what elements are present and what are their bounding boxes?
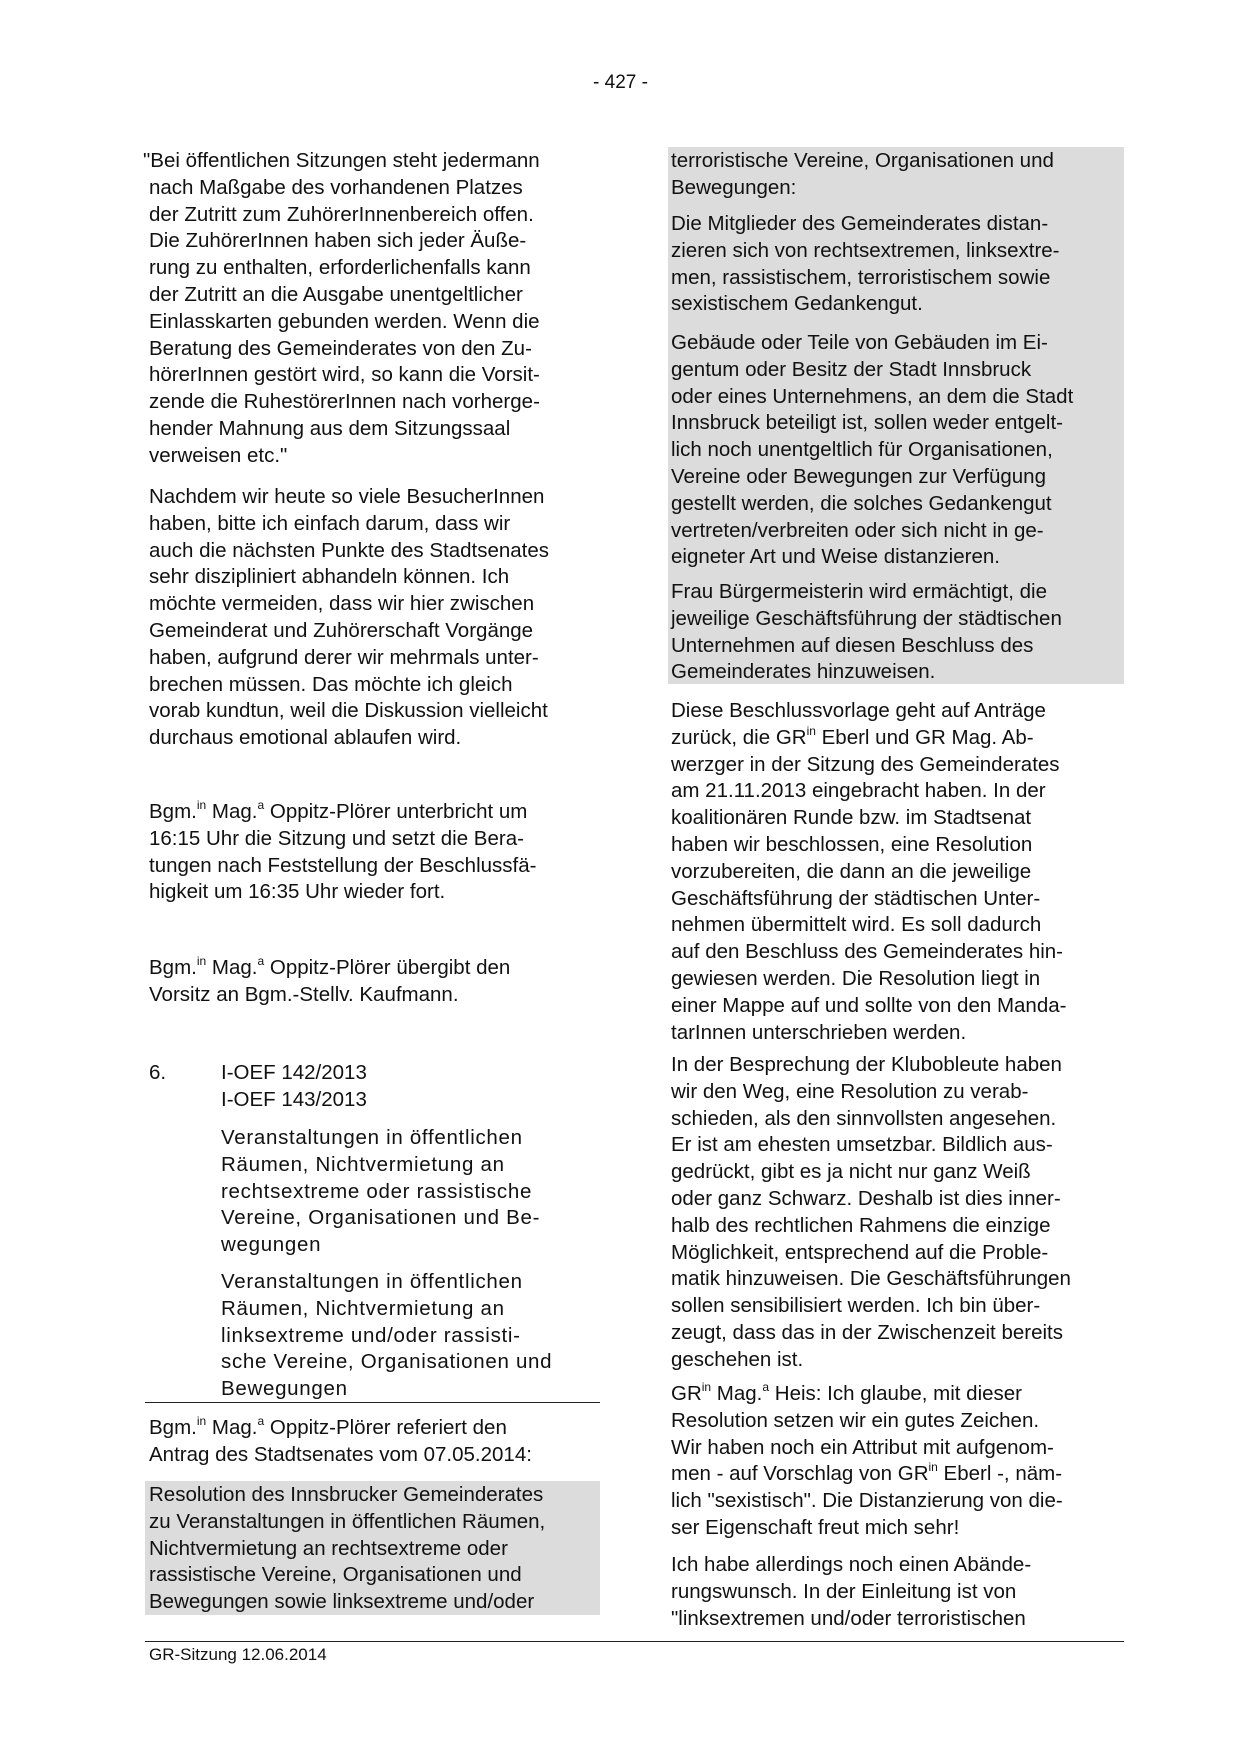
text-segment: Mag.: [206, 800, 258, 823]
superscript: a: [257, 798, 265, 812]
text-line: [671, 725, 1066, 752]
text-line: Vorsitz an Bgm.-Stellv. Kaufmann.: [149, 982, 459, 1006]
text-line: vorab kundtun, weil die Diskussion vielleicht: [149, 699, 548, 723]
text-line: Einlasskarten gebunden werden. Wenn die: [149, 309, 540, 333]
footer-divider: [145, 1641, 1124, 1642]
text-line: Frau Bürgermeisterin wird ermächtigt, die: [671, 580, 1047, 603]
text-line: zu Veranstaltungen in öffentlichen Räumen,: [149, 1509, 546, 1533]
text-line: am 21.11.2013 eingebracht haben. In der: [671, 779, 1046, 803]
text-line: In der Besprechung der Klubobleute haben: [671, 1053, 1062, 1076]
text-line: rungswunsch. In der Einleitung ist von: [671, 1579, 1017, 1603]
text-line: brechen müssen. Das möchte ich gleich: [149, 672, 513, 696]
text-line: zieren sich von rechtsextremen, linksextre-: [671, 238, 1060, 262]
text-segment: Oppitz-Plörer referiert den: [264, 1416, 507, 1439]
text-line: hender Mahnung aus dem Sitzungssaal: [149, 416, 511, 440]
text-line: Räumen, Nichtvermietung an: [221, 1152, 505, 1176]
text-line: zende die RuhestörerInnen nach vorherge-: [149, 390, 540, 414]
text-line: 16:15 Uhr die Sitzung und setzt die Bera-: [149, 826, 524, 850]
superscript: a: [257, 954, 265, 968]
text-segment: Bgm.: [149, 956, 197, 979]
footer-session-date: GR-Sitzung 12.06.2014: [149, 1645, 327, 1664]
paragraph-visitors: [149, 484, 549, 752]
text-line: Möglichkeit, entsprechend auf die Proble-: [671, 1240, 1049, 1264]
text-line: Nachdem wir heute so viele BesucherInnen: [149, 485, 545, 508]
text-line: auch die nächsten Punkte des Stadtsenates: [149, 538, 550, 562]
text-segment: Mag.: [711, 1382, 763, 1405]
text-line: Wir haben noch ein Attribut mit aufgenom-: [671, 1435, 1054, 1459]
text-segment: Bgm.: [149, 800, 197, 823]
text-line: wegungen: [221, 1233, 322, 1257]
text-line: [671, 1381, 1063, 1408]
text-line: Gemeinderat und Zuhörerschaft Vorgänge: [149, 618, 534, 642]
text-segment: Eberl und GR Mag. Ab-: [815, 725, 1034, 749]
text-line: gedrückt, gibt es ja nicht nur ganz Weiß: [671, 1160, 1031, 1184]
text-segment: Eberl -, näm-: [937, 1462, 1063, 1486]
superscript: in: [196, 954, 207, 968]
text-line: gentum oder Besitz der Stadt Innsbruck: [671, 357, 1032, 381]
superscript: in: [701, 1380, 712, 1394]
text-line: lich "sexistisch". Die Distanzierung von die-: [671, 1489, 1063, 1513]
item-references: [221, 1060, 367, 1114]
text-line: higkeit um 16:35 Uhr wieder fort.: [149, 880, 446, 904]
text-segment: Oppitz-Plörer übergibt den: [264, 956, 511, 979]
text-line: [149, 799, 536, 826]
text-line: gewiesen werden. Die Resolution liegt in: [671, 966, 1041, 990]
text-line: nach Maßgabe des vorhandenen Platzes: [149, 175, 523, 199]
text-line: I-OEF 143/2013: [221, 1087, 367, 1111]
text-line: Gebäude oder Teile von Gebäuden im Ei-: [671, 331, 1048, 354]
text-line: [671, 1461, 1063, 1488]
text-line: Diese Beschlussvorlage geht auf Anträge: [671, 699, 1046, 722]
paragraph-club-leaders: [671, 1052, 1071, 1374]
text-line: zeugt, dass das in der Zwischenzeit bereits: [671, 1320, 1063, 1344]
text-line: lich noch unentgeltlich für Organisationen,: [671, 438, 1053, 462]
text-line: Bewegungen sowie linksextreme und/oder: [149, 1590, 535, 1614]
text-line: halb des rechtlichen Rahmens die einzige: [671, 1213, 1051, 1237]
text-line: werzger in der Sitzung des Gemeinderates: [671, 752, 1060, 776]
text-line: eigneter Art und Weise distanzieren.: [671, 545, 1000, 569]
text-line: Beratung des Gemeinderates von den Zu-: [149, 336, 532, 360]
text-line: einer Mappe auf und sollte von den Manda-: [671, 993, 1067, 1017]
text-line: geschehen ist.: [671, 1347, 804, 1371]
text-line: linksextreme und/oder rassisti-: [221, 1323, 521, 1347]
text-line: auf den Beschluss des Gemeinderates hin-: [671, 940, 1064, 964]
text-line: der Zutritt zum ZuhörerInnenbereich offen.: [149, 202, 534, 226]
text-line: tarInnen unterschrieben werden.: [671, 1020, 967, 1044]
text-line: Ich habe allerdings noch einen Abände-: [671, 1553, 1032, 1576]
text-line: matik hinzuweisen. Die Geschäftsführungen: [671, 1267, 1071, 1291]
text-line: ser Eigenschaft freut mich sehr!: [671, 1515, 960, 1539]
text-line: Bewegungen: [221, 1377, 348, 1401]
paragraph-amendment: [671, 1552, 1031, 1632]
text-line: durchaus emotional ablaufen wird.: [149, 726, 462, 750]
paragraph-interruption: [149, 799, 536, 906]
text-segment: men - auf Vorschlag von GR: [671, 1462, 929, 1486]
text-line: Die Mitglieder des Gemeinderates distan-: [671, 212, 1049, 235]
text-line: gestellt werden, die solches Gedankengut: [671, 491, 1052, 515]
text-line: I-OEF 142/2013: [221, 1061, 367, 1084]
superscript: in: [196, 1414, 207, 1428]
paragraph-heis-statement: [671, 1381, 1063, 1542]
text-segment: zurück, die GR: [671, 725, 807, 749]
text-line: rechtsextreme oder rassistische: [221, 1179, 533, 1203]
superscript: a: [762, 1380, 770, 1394]
text-line: der Zutritt an die Ausgabe unentgeltlicher: [149, 282, 523, 306]
text-line: jeweilige Geschäftsführung der städtischen: [671, 606, 1062, 630]
item-title-1: [221, 1125, 540, 1259]
text-line: haben, aufgrund derer wir mehrmals unter-: [149, 645, 539, 669]
text-line: nehmen übermittelt wird. Es soll dadurch: [671, 913, 1042, 937]
text-line: koalitionären Runde bzw. im Stadtsenat: [671, 806, 1032, 830]
text-line: Nichtvermietung an rechtsextreme oder: [149, 1536, 508, 1560]
resolution-text-continued: [671, 148, 1054, 202]
text-line: Vereine oder Bewegungen zur Verfügung: [671, 464, 1046, 488]
text-line: schieden, als den sinnvollsten angesehen.: [671, 1106, 1057, 1130]
text-line: oder eines Unternehmens, an dem die Stadt: [671, 384, 1074, 408]
page-number: - 427 -: [593, 72, 648, 93]
text-line: Räumen, Nichtvermietung an: [221, 1296, 505, 1320]
text-line: Antrag des Stadtsenates vom 07.05.2014:: [149, 1442, 532, 1466]
item-number: 6.: [149, 1061, 167, 1084]
text-line: wir den Weg, eine Resolution zu verab-: [671, 1079, 1029, 1103]
resolution-text-start: [149, 1482, 545, 1616]
paragraph-background: [671, 698, 1066, 1046]
resolution-distance-clause: [671, 211, 1060, 318]
paragraph-chair-handover: [149, 955, 510, 1009]
text-line: Bewegungen:: [671, 175, 797, 199]
text-line: Resolution setzen wir ein gutes Zeichen.: [671, 1408, 1040, 1432]
text-line: men, rassistischem, terroristischem sowie: [671, 265, 1051, 289]
text-segment: Bgm.: [149, 1416, 197, 1439]
text-line: terroristische Vereine, Organisationen und: [671, 149, 1054, 172]
text-line: tungen nach Feststellung der Beschlussfä-: [149, 853, 537, 877]
text-line: vorzubereiten, die dann an die jeweilige: [671, 859, 1032, 883]
text-line: vertreten/verbreiten oder sich nicht in ge-: [671, 518, 1044, 542]
resolution-buildings-clause: [671, 330, 1073, 571]
paragraph-motion: [149, 1415, 532, 1469]
text-segment: Heis: Ich glaube, mit dieser: [769, 1382, 1023, 1405]
text-line: [149, 1415, 532, 1442]
superscript: in: [196, 798, 207, 812]
text-line: Gemeinderates hinzuweisen.: [671, 660, 936, 684]
item-divider: [145, 1402, 600, 1403]
text-line: sollen sensibilisiert werden. Ich bin über-: [671, 1294, 1041, 1318]
text-segment: Oppitz-Plörer unterbricht um: [264, 800, 528, 823]
text-segment: Mag.: [206, 956, 258, 979]
text-segment: GR: [671, 1382, 702, 1405]
superscript: a: [257, 1414, 265, 1428]
text-line: verweisen etc.": [149, 443, 288, 467]
text-line: Geschäftsführung der städtischen Unter-: [671, 886, 1041, 910]
text-line: möchte vermeiden, dass wir hier zwischen: [149, 592, 535, 616]
text-line: Vereine, Organisationen und Be-: [221, 1206, 541, 1230]
text-line: Resolution des Innsbrucker Gemeinderates: [149, 1483, 544, 1506]
text-line: Unternehmen auf diesen Beschluss des: [671, 633, 1034, 657]
text-line: Die ZuhörerInnen haben sich jeder Äuße-: [149, 229, 527, 253]
quote-paragraph: [143, 148, 540, 470]
text-line: "linksextremen und/oder terroristischen: [671, 1606, 1026, 1630]
superscript: in: [928, 1460, 938, 1475]
resolution-mayor-clause: [671, 579, 1062, 686]
text-line: sche Vereine, Organisationen und: [221, 1350, 553, 1374]
text-line: sehr diszipliniert abhandeln können. Ich: [149, 565, 510, 589]
text-line: rassistische Vereine, Organisationen und: [149, 1563, 522, 1587]
text-line: hörerInnen gestört wird, so kann die Vorsit-: [149, 363, 540, 387]
text-line: sexistischem Gedankengut.: [671, 292, 923, 316]
text-line: Er ist am ehesten umsetzbar. Bildlich aus-: [671, 1133, 1053, 1157]
text-line: Veranstaltungen in öffentlichen: [221, 1270, 523, 1293]
superscript: in: [806, 723, 816, 738]
text-line: haben wir beschlossen, eine Resolution: [671, 832, 1033, 856]
text-line: rung zu enthalten, erforderlichenfalls kann: [149, 256, 531, 280]
item-title-2: [221, 1269, 552, 1403]
text-line: haben, bitte ich einfach darum, dass wir: [149, 511, 511, 535]
text-line: Innsbruck beteiligt ist, sollen weder entgelt-: [671, 411, 1063, 435]
text-line: oder ganz Schwarz. Deshalb ist dies inner-: [671, 1186, 1061, 1210]
text-line: "Bei öffentlichen Sitzungen steht jedermann: [143, 149, 540, 172]
text-line: Veranstaltungen in öffentlichen: [221, 1126, 523, 1149]
text-line: [149, 955, 510, 982]
text-segment: Mag.: [206, 1416, 258, 1439]
